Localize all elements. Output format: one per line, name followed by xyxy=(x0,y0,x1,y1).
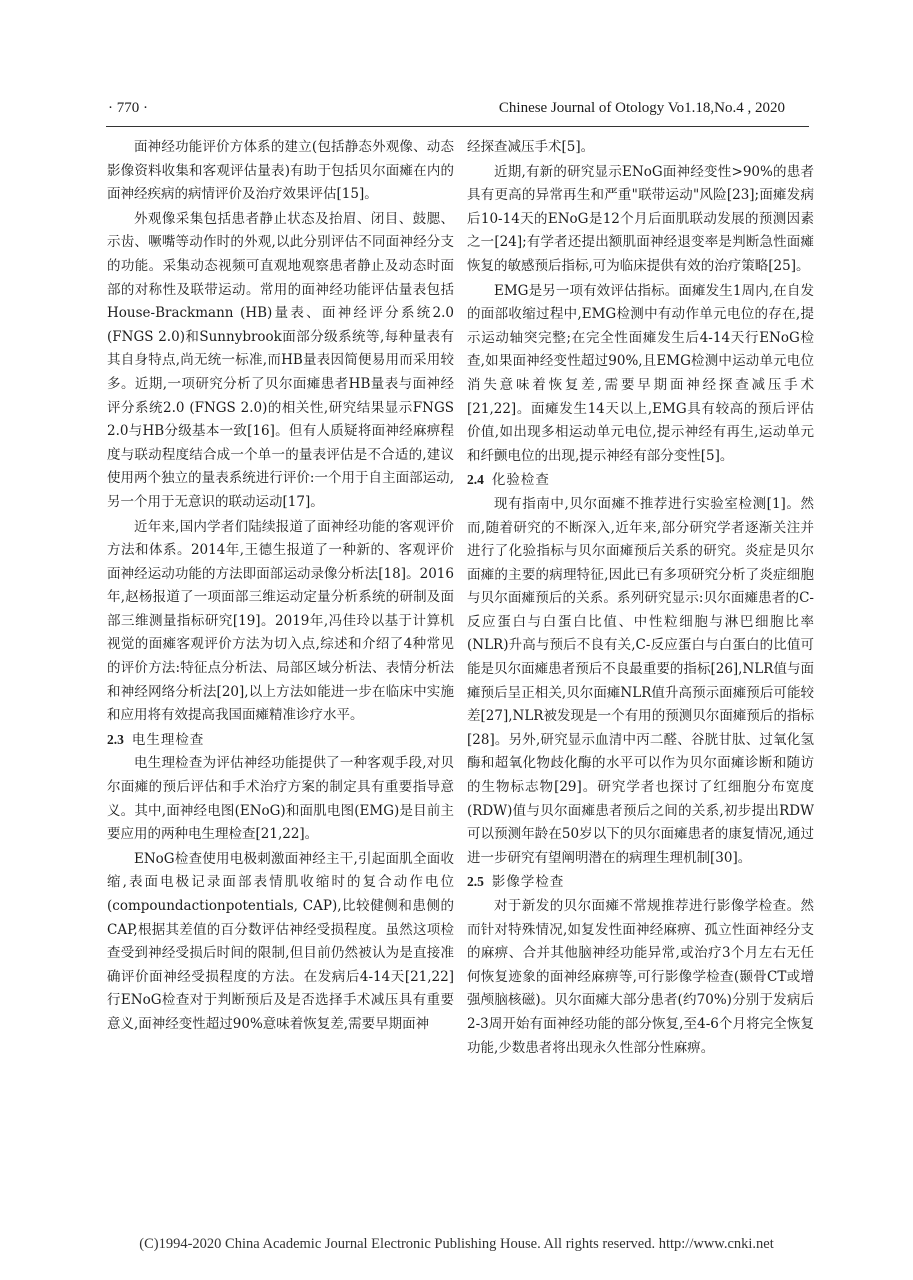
section-title: 电生理检查 xyxy=(131,731,205,748)
section-heading xyxy=(467,468,814,493)
section-number: 2.5 xyxy=(467,874,484,890)
page-number: · 770 · xyxy=(108,100,148,116)
paragraph: EMG是另一项有效评估指标。面瘫发生1周内,在自发的面部收缩过程中,EMG检测中有动作单元电位的存在,提示运动轴突完整;在完全性面瘫发生后4-14天行ENoG检查,如果面神经变性超过90%,且EMG检测中运动单元电位消失意味着恢复差,需要早期面神经探查减压手术[21,22]。面瘫发生14天以上,EMG具有较高的预后评估价值,如出现多相运动单元电位,提示神经有再生,运动单元和纤颤电位的出现,提示神经有部分变性[5]。 xyxy=(467,282,814,464)
paragraph: ENoG检查使用电极刺激面神经主干,引起面肌全面收缩,表面电极记录面部表情肌收缩时的复合动作电位(compoundactionpotentials, CAP),比较健侧和患侧的CAP,根据其差值的百分数评估神经受损程度。虽然这项检查受到神经受损后时间的限制,但目前仍然被认为是直接准确评价面神经受损程度的方法。在发病后4-14天[21,22]行ENoG检查对于判断预后及是否选择手术减压具有重要意义,面神经变性超过90%意味着恢复差,需要早期面神 xyxy=(107,850,454,1032)
journal-header: Chinese Journal of Otology Vo1.18,No.4 , 2020 xyxy=(498,100,785,116)
section-number: 2.3 xyxy=(107,731,124,747)
paragraph: 近期,有新的研究显示ENoG面神经变性>90%的患者具有更高的异常再生和严重"联带运动"风险[23];面瘫发病后10-14天的ENoG是12个月后面肌联动发展的预测因素之一[24];有学者还提出额肌面神经退变率是判断急性面瘫恢复的敏感预后指标,可为临床提供有效的治疗策略[25]。 xyxy=(467,163,814,274)
section-title: 影像学检查 xyxy=(491,874,565,891)
right-column xyxy=(467,136,814,1060)
section-title: 化验检查 xyxy=(491,472,550,489)
header-divider xyxy=(106,126,809,127)
paragraph: 现有指南中,贝尔面瘫不推荐进行实验室检测[1]。然而,随着研究的不断深入,近年来,部分研究学者逐渐关注并进行了化验指标与贝尔面瘫预后关系的研究。炎症是贝尔面瘫的主要的病理特征,因此已有多项研究分析了炎症细胞与贝尔面瘫预后的关系。系列研究显示:贝尔面瘫患者的C-反应蛋白与白蛋白比值、中性粒细胞与淋巴细胞比率(NLR)升高与预后不良有关,C-反应蛋白与白蛋白的比值可能是贝尔面瘫患者预后不良最重要的指标[26],NLR值与面瘫预后呈正相关,贝尔面瘫NLR值升高预示面瘫预后可能较差[27],NLR被发现是一个有用的预测贝尔面瘫预后的指标[28]。另外,研究显示血清中丙二醛、谷胱甘肽、过氧化氢酶和超氧化物歧化酶的水平可以作为贝尔面瘫诊断和随访的生物标志物[29]。研究学者也探讨了红细胞分布宽度(RDW)值与贝尔面瘫患者预后之间的关系,初步提出RDW可以预测年龄在50岁以下的贝尔面瘫患者的康复情况,通过进一步研究有望阐明潜在的病理生理机制[30]。 xyxy=(467,495,814,866)
paragraph: 对于新发的贝尔面瘫不常规推荐进行影像学检查。然而针对特殊情况,如复发性面神经麻痹、孤立性面神经分支的麻痹、合并其他脑神经功能异常,或治疗3个月左右无任何恢复迹象的面神经麻痹等,可行影像学检查(颞骨CT或增强颅脑核磁)。贝尔面瘫大部分患者(约70%)分别于发病后2-3周开始有面神经功能的部分恢复,至4-6个月将完全恢复功能,少数患者将出现永久性部分性麻痹。 xyxy=(467,898,814,1056)
section-heading xyxy=(467,870,814,895)
copyright-footer: (C)1994-2020 China Academic Journal Electronic Publishing House. All rights reserved. http://www.cnki.net xyxy=(139,1236,774,1252)
section-heading xyxy=(107,728,454,753)
section-number: 2.4 xyxy=(467,472,484,488)
left-column xyxy=(107,136,454,1037)
paragraph: 面神经功能评价方体系的建立(包括静态外观像、动态影像资料收集和客观评估量表)有助于包括贝尔面瘫在内的面神经疾病的病情评价及治疗效果评估[15]。 xyxy=(107,139,454,203)
paragraph-continuation: 经探查减压手术[5]。 xyxy=(467,139,595,155)
paragraph: 电生理检查为评估神经功能提供了一种客观手段,对贝尔面瘫的预后评估和手术治疗方案的制定具有重要指导意义。其中,面神经电图(ENoG)和面肌电图(EMG)是目前主要应用的两种电生理检查[21,22]。 xyxy=(107,755,454,843)
paragraph: 外观像采集包括患者静止状态及抬眉、闭目、鼓腮、示齿、噘嘴等动作时的外观,以此分别评估不同面神经分支的功能。采集动态视频可直观地观察患者静止及动态时面部的对称性及联带运动。常用的面神经功能评估量表包括House-Brackmann (HB)量表、面神经评分系统2.0 (FNGS 2.0)和Sunnybrook面部分级系统等,每种量表有其自身特点,尚无统一标准,而HB量表因简便易用而采用较多。近期,一项研究分析了贝尔面瘫患者HB量表与面神经评分系统2.0 (FNGS 2.0)的相关性,研究结果显示FNGS 2.0与HB分级基本一致[16]。但有人质疑将面神经麻痹程度与联动程度结合成一个单一的量表评估是不合适的,建议使用两个独立的量表系统进行评价:一个用于自主面部运动,另一个用于无意识的联动运动[17]。 xyxy=(107,210,454,510)
paragraph: 近年来,国内学者们陆续报道了面神经功能的客观评价方法和体系。2014年,王德生报道了一种新的、客观评价面神经运动功能的方法即面部运动录像分析法[18]。2016年,赵杨报道了一项面部三维运动定量分析系统的研制及面部三维测量指标研究[19]。2019年,冯佳玲以基于计算机视觉的面瘫客观评价方法为切入点,综述和介绍了4种常见的评价方法:特征点分析法、局部区域分析法、表情分析法和神经网络分析法[20],以上方法如能进一步在临床中实施和应用将有效提高我国面瘫精准诊疗水平。 xyxy=(107,518,454,724)
